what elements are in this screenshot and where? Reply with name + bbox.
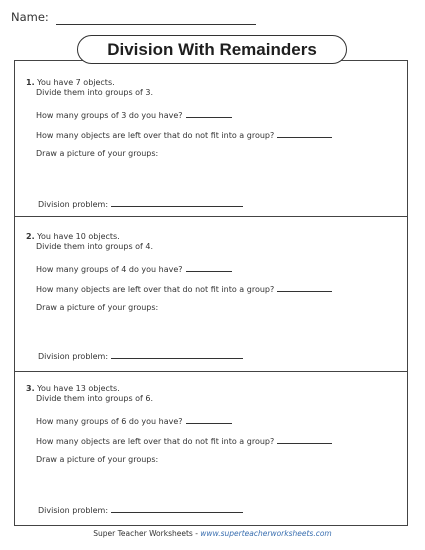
problem-statement: You have 13 objects.	[37, 384, 120, 393]
question-groups-text: How many groups of 6 do you have?	[36, 417, 183, 426]
division-problem	[38, 198, 243, 210]
problem-number: 2.	[26, 232, 35, 241]
division-problem-label: Division problem:	[38, 506, 109, 515]
answer-line-leftover[interactable]	[277, 283, 332, 292]
question-groups	[36, 263, 232, 275]
question-leftover-text: How many objects are left over that do not fit into a group?	[36, 285, 275, 294]
answer-line-groups[interactable]	[186, 415, 232, 424]
answer-line-leftover[interactable]	[277, 435, 332, 444]
footer-link[interactable]: www.superteacherworksheets.com	[200, 529, 332, 538]
question-leftover	[36, 283, 332, 295]
problem-statement: You have 10 objects.	[37, 232, 120, 241]
problem-instruction: Divide them into groups of 6.	[36, 394, 154, 403]
division-problem	[38, 350, 243, 362]
answer-line-division[interactable]	[111, 198, 243, 207]
question-groups-text: How many groups of 3 do you have?	[36, 111, 183, 120]
answer-line-division[interactable]	[111, 350, 243, 359]
draw-prompt: Draw a picture of your groups:	[36, 303, 159, 312]
worksheet-title: Division With Remainders	[77, 35, 347, 64]
question-groups	[36, 109, 232, 121]
problem-instruction: Divide them into groups of 3.	[36, 88, 154, 97]
division-problem	[38, 504, 243, 516]
draw-prompt: Draw a picture of your groups:	[36, 149, 159, 158]
question-leftover-text: How many objects are left over that do not fit into a group?	[36, 437, 275, 446]
problem-instruction: Divide them into groups of 4.	[36, 242, 154, 251]
footer-text: Super Teacher Worksheets -	[93, 529, 201, 538]
section-divider	[14, 216, 408, 217]
division-problem-label: Division problem:	[38, 352, 109, 361]
question-leftover-text: How many objects are left over that do not fit into a group?	[36, 131, 275, 140]
answer-line-division[interactable]	[111, 504, 243, 513]
answer-line-leftover[interactable]	[277, 129, 332, 138]
problem-number: 1.	[26, 78, 35, 87]
question-leftover	[36, 129, 332, 141]
problem-statement: You have 7 objects.	[37, 78, 115, 87]
question-groups-text: How many groups of 4 do you have?	[36, 265, 183, 274]
section-divider	[14, 371, 408, 372]
name-label: Name:	[11, 10, 49, 24]
footer	[0, 529, 425, 538]
question-groups	[36, 415, 232, 427]
question-leftover	[36, 435, 332, 447]
name-answer-line[interactable]	[56, 24, 256, 25]
draw-prompt: Draw a picture of your groups:	[36, 455, 159, 464]
division-problem-label: Division problem:	[38, 200, 109, 209]
problem-number: 3.	[26, 384, 35, 393]
answer-line-groups[interactable]	[186, 109, 232, 118]
answer-line-groups[interactable]	[186, 263, 232, 272]
